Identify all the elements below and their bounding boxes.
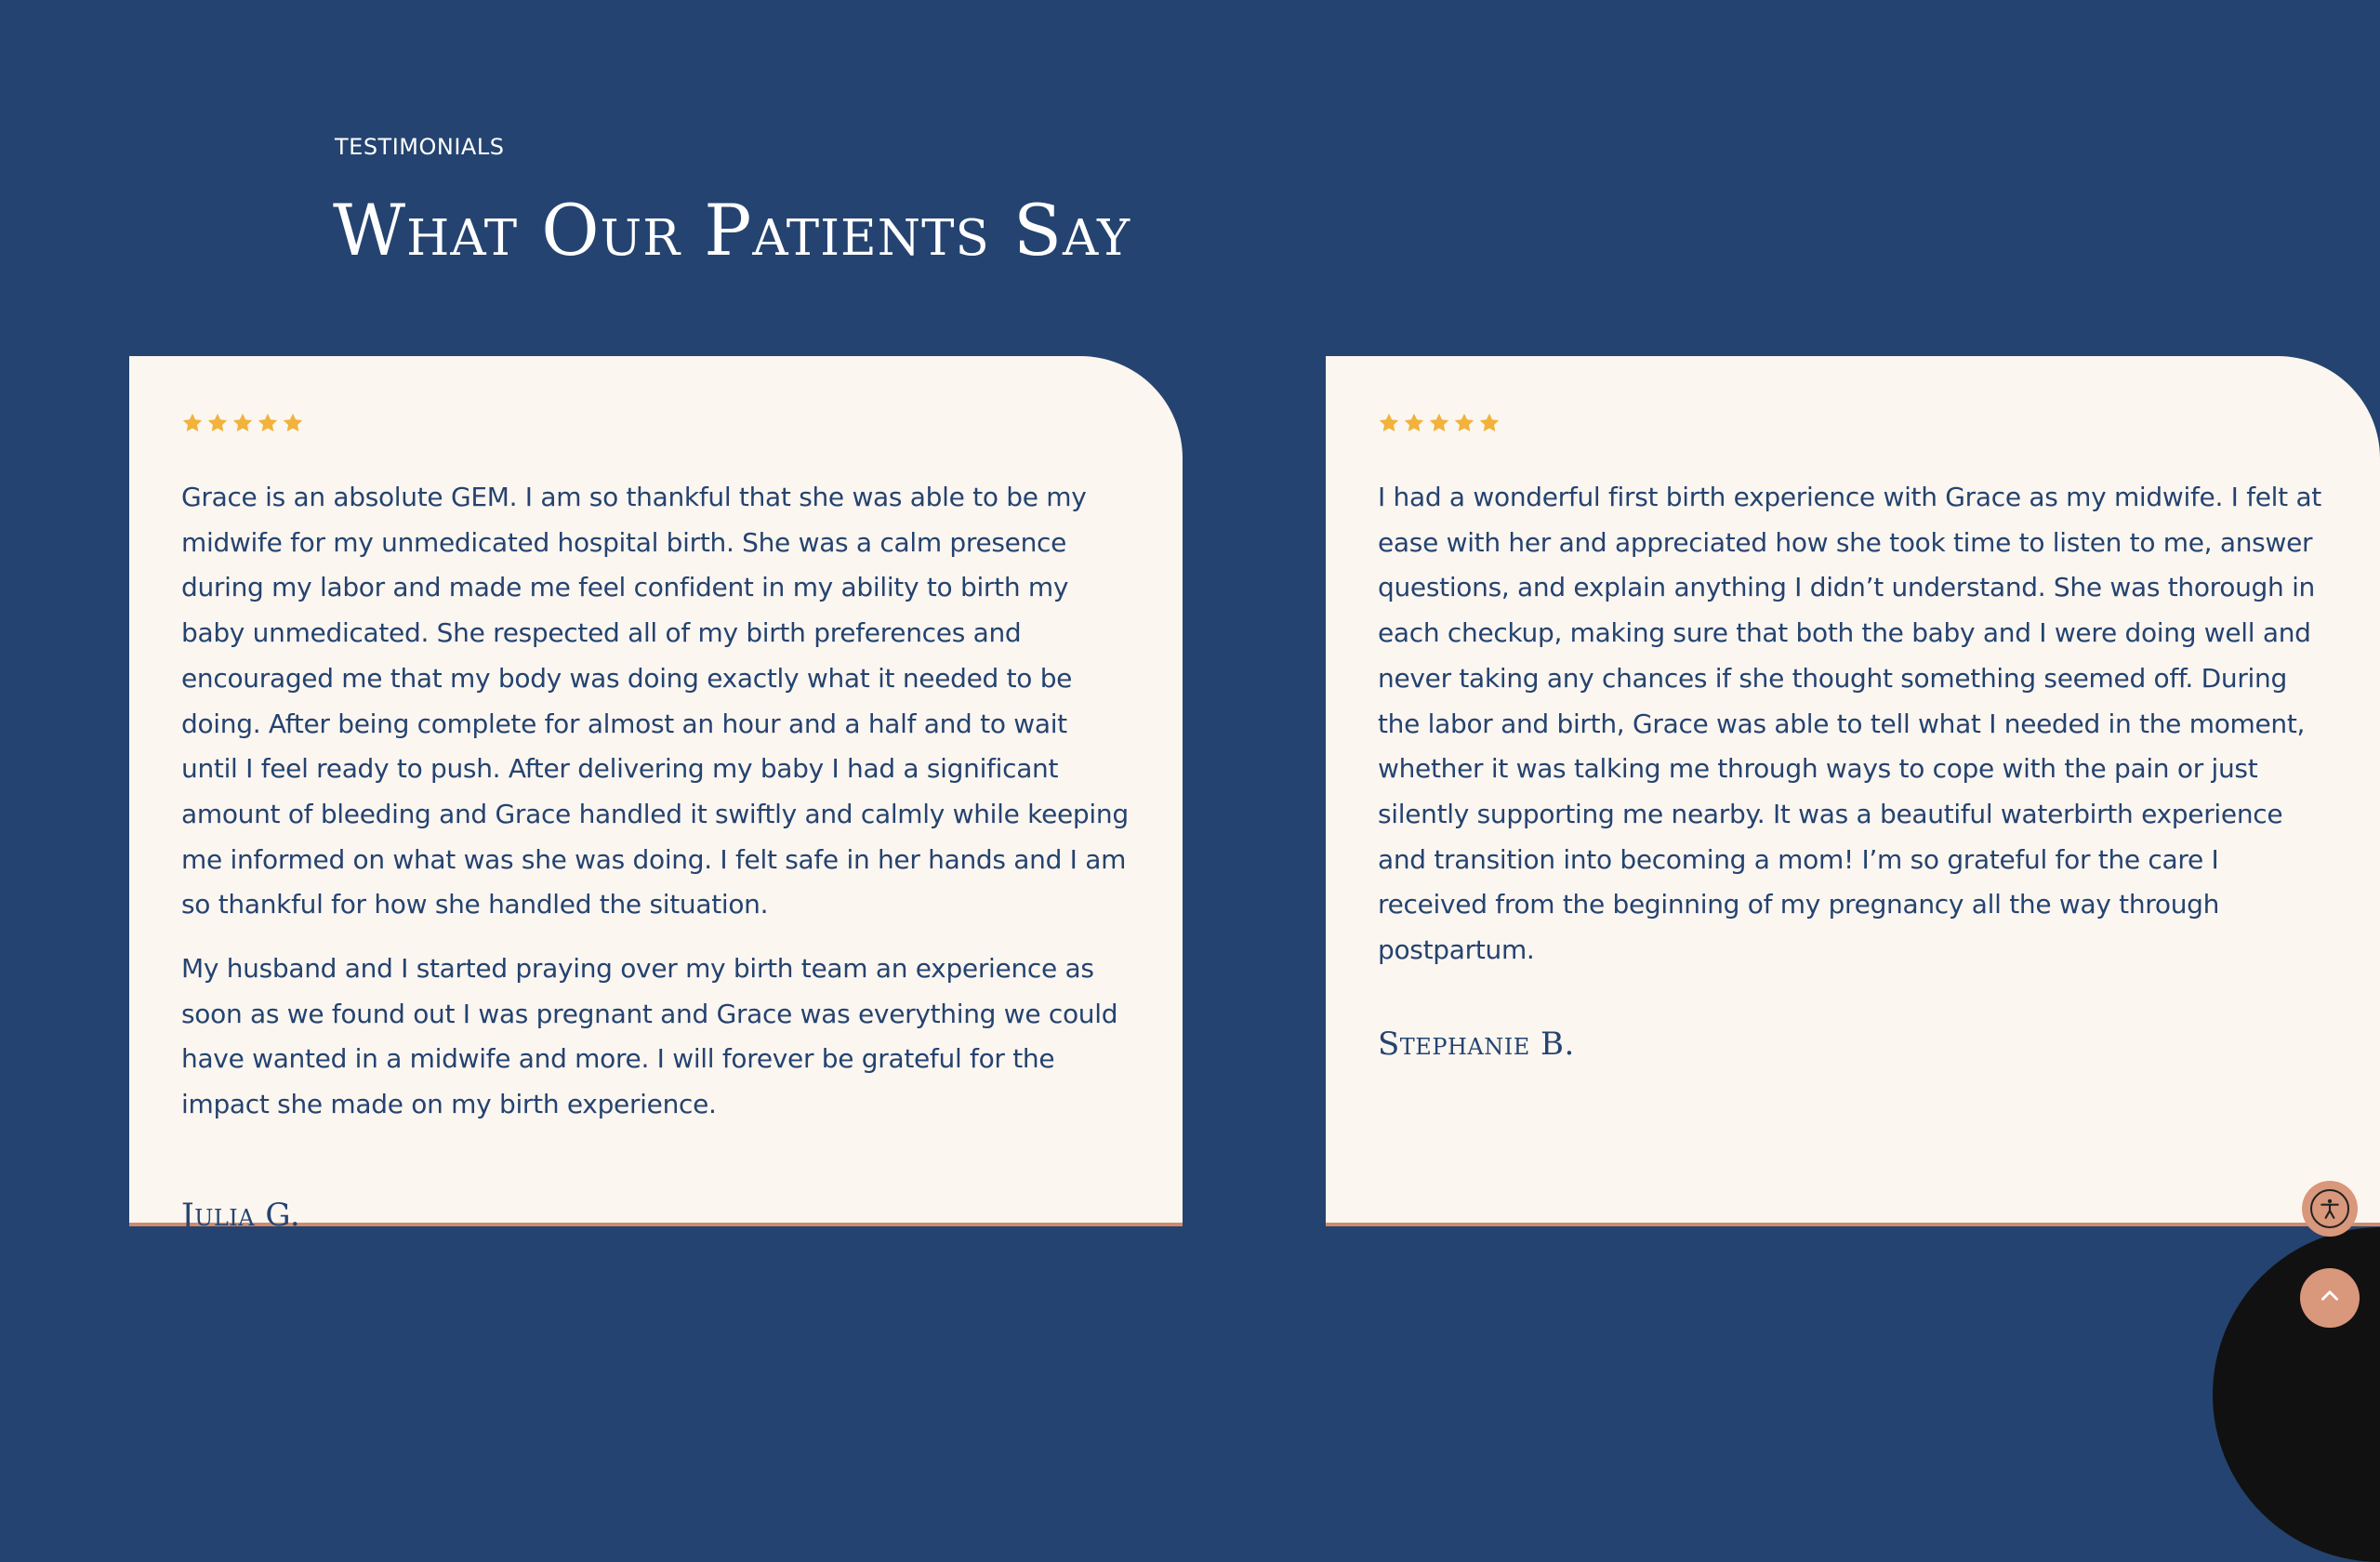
testimonial-author: Julia G. xyxy=(181,1196,301,1234)
testimonial-body xyxy=(1378,475,2328,973)
star-icon xyxy=(1428,412,1450,434)
chevron-up-icon xyxy=(2318,1284,2342,1312)
star-icon xyxy=(1378,412,1400,434)
star-icon xyxy=(282,412,304,434)
testimonial-card xyxy=(1326,356,2380,1226)
star-icon xyxy=(257,412,279,434)
star-icon xyxy=(1453,412,1475,434)
star-rating xyxy=(181,412,1130,434)
section-title: What Our Patients Say xyxy=(333,189,1131,271)
star-icon xyxy=(1478,412,1501,434)
star-icon xyxy=(181,412,204,434)
star-icon xyxy=(231,412,254,434)
testimonial-paragraph: I had a wonderful first birth experience with Grace as my midwife. I felt at ease with her and appreciated how she took time to listen to me, answer questions, and explain anything I didn’t understand. She was thorough in each checkup, making sure that both the baby and I were doing well and never taking any chances if she thought something seemed off. During the labor and birth, Grace was able to tell what I needed in the moment, whether it was talking me through ways to cope with the pain or just silently supporting me nearby. It was a beautiful waterbirth experience and transition into becoming a mom! I’m so grateful for the care I received from the beginning of my pregnancy all the way through postpartum. xyxy=(1378,482,2321,966)
decorative-corner-shape xyxy=(2213,1227,2380,1562)
accessibility-icon xyxy=(2310,1189,2349,1228)
testimonial-author: Stephanie B. xyxy=(1378,1025,1575,1063)
accessibility-button[interactable] xyxy=(2302,1181,2358,1237)
star-icon xyxy=(1403,412,1425,434)
testimonial-paragraph: Grace is an absolute GEM. I am so thankful that she was able to be my midwife for my unmedicated hospital birth. She was a calm presence during my labor and made me feel confident in my ability to birth my baby unmedicated. She respected all of my birth preferences and encouraged me that my body was doing exactly what it needed to be doing. After being complete for almost an hour and a half and to wait until I feel ready to push. After delivering my baby I had a significant amount of bleeding and Grace handled it swiftly and calmly while keeping me informed on what was she was doing. I felt safe in her hands and I am so thankful for how she handled the situation. xyxy=(181,482,1129,920)
scroll-to-top-button[interactable] xyxy=(2300,1268,2360,1328)
eyebrow-label: TESTIMONIALS xyxy=(335,134,505,160)
testimonial-paragraph: My husband and I started praying over my birth team an experience as soon as we found out I was pregnant and Grace was everything we could have wanted in a midwife and more. I will forever be grateful for the impact she made on my birth experience. xyxy=(181,953,1118,1120)
testimonial-card xyxy=(129,356,1183,1234)
star-icon xyxy=(206,412,229,434)
star-rating xyxy=(1378,412,2328,434)
testimonial-body xyxy=(181,475,1130,1128)
